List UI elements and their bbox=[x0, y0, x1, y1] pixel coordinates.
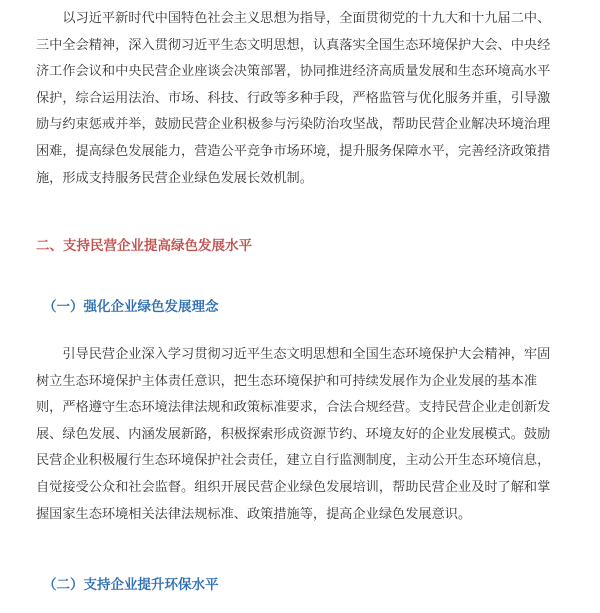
paragraph-line: 则，严格遵守生态环境法律法规和政策标准要求，合法合规经营。支持民营企业走创新发 bbox=[36, 400, 551, 416]
paragraph-line: 民营企业积极履行生态环境保护社会责任，建立自行监测制度，主动公开生态环境信息， bbox=[36, 453, 551, 469]
section-heading: 二、支持民营企业提高绿色发展水平 bbox=[36, 238, 252, 254]
subsection-heading: （二）支持企业提升环保水平 bbox=[43, 577, 219, 593]
paragraph-line: 励与约束惩戒并举，鼓励民营企业积极参与污染防治攻坚战，帮助民营企业解决环境治理 bbox=[36, 117, 551, 133]
paragraph-line: 展、绿色发展、内涵发展新路，积极探索形成资源节约、环境友好的企业发展模式。鼓励 bbox=[36, 426, 551, 442]
paragraph-line: 引导民营企业深入学习贯彻习近平生态文明思想和全国生态环境保护大会精神，牢固 bbox=[36, 347, 551, 362]
subsection-heading: （一）强化企业绿色发展理念 bbox=[43, 299, 219, 315]
paragraph-line: 以习近平新时代中国特色社会主义思想为指导，全面贯彻党的十九大和十九届二中、 bbox=[36, 11, 551, 26]
paragraph-guiding-principles bbox=[36, 6, 596, 192]
paragraph-green-development-concept bbox=[36, 342, 596, 528]
paragraph-line: 济工作会议和中央民营企业座谈会决策部署，协同推进经济高质量发展和生态环境高水平 bbox=[36, 64, 551, 80]
paragraph-line: 握国家生态环境相关法律法规标准、政策措施等，提高企业绿色发展意识。 bbox=[36, 506, 472, 522]
paragraph-line: 自觉接受公众和社会监督。组织开展民营企业绿色发展培训，帮助民营企业及时了解和掌 bbox=[36, 479, 551, 495]
paragraph-line: 施，形成支持服务民营企业绿色发展长效机制。 bbox=[36, 170, 313, 186]
paragraph-line: 困难，提高绿色发展能力，营造公平竞争市场环境，提升服务保障水平，完善经济政策措 bbox=[36, 143, 551, 159]
paragraph-line: 三中全会精神，深入贯彻习近平生态文明思想，认真落实全国生态环境保护大会、中央经 bbox=[36, 37, 551, 53]
paragraph-line: 保护，综合运用法治、市场、科技、行政等多种手段，严格监管与优化服务并重，引导激 bbox=[36, 90, 551, 106]
paragraph-line: 树立生态环境保护主体责任意识，把生态环境保护和可持续发展作为企业发展的基本准 bbox=[36, 373, 538, 389]
